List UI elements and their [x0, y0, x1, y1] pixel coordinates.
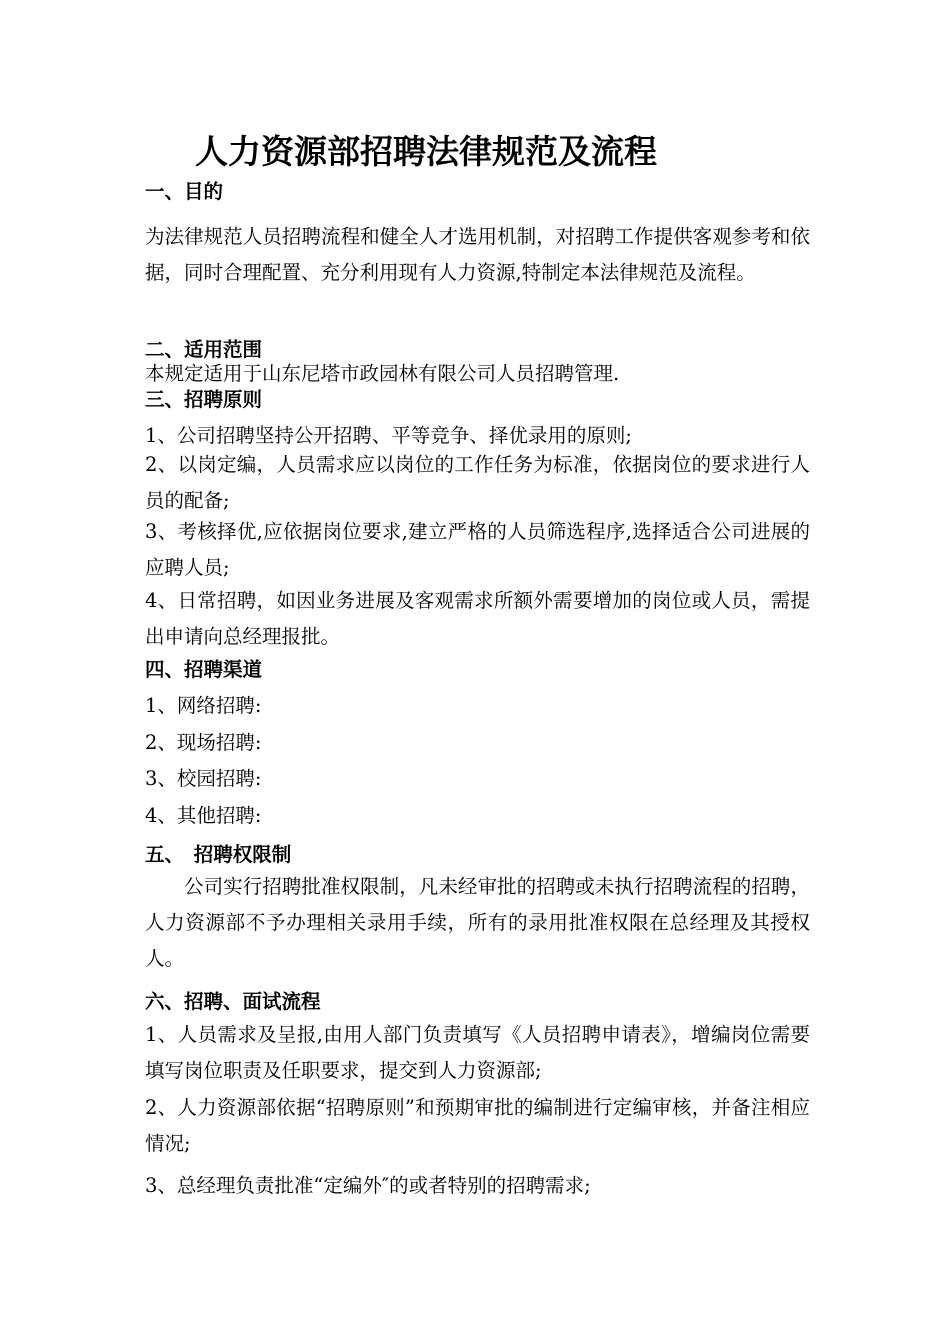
principle-item: 4、日常招聘，如因业务进展及客观需求所额外需要增加的岗位或人员，需提出申请向总经理报批。 — [145, 589, 810, 648]
page-title: 人力资源部招聘法律规范及流程 — [195, 132, 657, 171]
section-body-authority: 公司实行招聘批准权限制，凡未经审批的招聘或未执行招聘流程的招聘，人力资源部不予办理相关录用手续，所有的录用批准权限在总经理及其授权人。 — [145, 875, 810, 970]
channel-item: 4、其他招聘: — [145, 804, 262, 827]
section-heading-purpose: 一、目的 — [145, 180, 224, 203]
section-heading-channels: 四、招聘渠道 — [145, 658, 263, 681]
section-heading-scope: 二、适用范围 — [145, 338, 263, 361]
section-body-scope: 本规定适用于山东尼塔市政园林有限公司人员招聘管理. — [145, 362, 620, 385]
section-heading-principles: 三、招聘原则 — [145, 388, 263, 411]
section-heading-authority: 五、 招聘权限制 — [145, 843, 292, 866]
principle-item: 3、考核择优,应依据岗位要求,建立严格的人员筛选程序,选择适合公司进展的应聘人员; — [145, 520, 810, 579]
channel-item: 1、网络招聘: — [145, 694, 262, 717]
section-heading-process: 六、招聘、面试流程 — [145, 990, 321, 1013]
process-item: 1、人员需求及呈报,由用人部门负责填写《人员招聘申请表》，增编岗位需要填写岗位职责及任职要求，提交到人力资源部; — [145, 1023, 810, 1082]
principle-item: 2、以岗定编，人员需求应以岗位的工作任务为标准，依据岗位的要求进行人员的配备; — [145, 453, 810, 512]
principle-item: 1、公司招聘坚持公开招聘、平等竞争、择优录用的原则; — [145, 424, 632, 447]
process-item: 2、人力资源部依据“招聘原则”和预期审批的编制进行定编审核，并备注相应情况; — [145, 1096, 810, 1155]
section-body-purpose: 为法律规范人员招聘流程和健全人才选用机制，对招聘工作提供客观参考和依据，同时合理配置、充分利用现有人力资源,特制定本法律规范及流程。 — [145, 225, 810, 284]
channel-item: 2、现场招聘: — [145, 731, 262, 754]
process-item: 3、总经理负责批准“定编外″的或者特别的招聘需求; — [145, 1174, 591, 1197]
channel-item: 3、校园招聘: — [145, 767, 262, 790]
